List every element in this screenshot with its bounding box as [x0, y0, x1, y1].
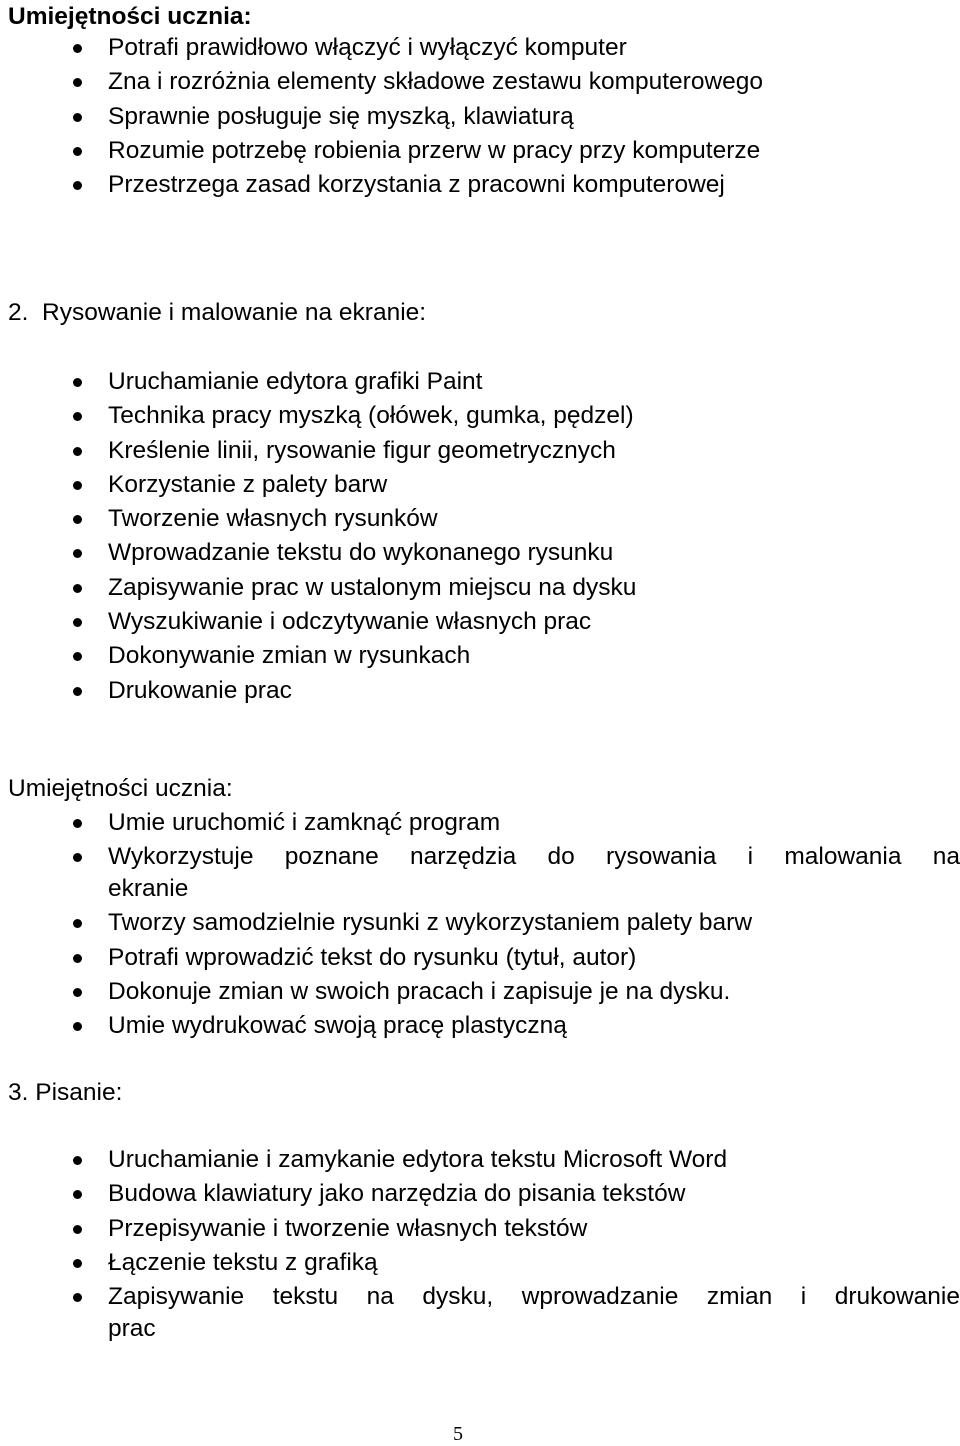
continued-line: ekranie — [108, 874, 189, 902]
bullet-icon — [73, 447, 82, 456]
topics-list-writing — [0, 1144, 960, 1347]
section-heading-writing: 3. Pisanie: — [8, 1079, 123, 1106]
list-item: Wyszukiwanie i odczytywanie własnych prac — [0, 606, 960, 640]
list-item — [0, 841, 960, 907]
page-number-text: 5 — [453, 1423, 463, 1445]
list-item: Przepisywanie i tworzenie własnych tekstów — [0, 1213, 960, 1247]
skills-heading-1: Umiejętności ucznia: — [8, 3, 252, 30]
bullet-icon — [73, 481, 82, 490]
bullet-icon — [73, 687, 82, 696]
list-item: Drukowanie prac — [0, 675, 960, 709]
bullet-icon — [73, 147, 82, 156]
bullet-icon — [73, 412, 82, 421]
list-item: Potrafi prawidłowo włączyć i wyłączyć komputer — [0, 32, 960, 66]
bullet-icon — [73, 1259, 82, 1268]
list-item: Technika pracy myszką (ołówek, gumka, pędzel) — [0, 400, 960, 434]
bullet-icon — [73, 919, 82, 928]
bullet-icon — [73, 1225, 82, 1234]
section-heading-drawing: 2. Rysowanie i malowanie na ekranie: — [8, 299, 427, 326]
continued-line: prac — [108, 1314, 156, 1342]
bullet-icon — [73, 44, 82, 53]
bullet-icon — [73, 113, 82, 122]
bullet-icon — [73, 819, 82, 828]
list-item: Umie uruchomić i zamknąć program — [0, 807, 960, 841]
list-item: Potrafi wprowadzić tekst do rysunku (tytuł, autor) — [0, 942, 960, 976]
bullet-icon — [73, 954, 82, 963]
bullet-icon — [73, 378, 82, 387]
page-number — [0, 1422, 960, 1446]
bullet-icon — [73, 618, 82, 627]
list-item: Dokonuje zmian w swoich pracach i zapisuje je na dysku. — [0, 976, 960, 1010]
list-item: Przestrzega zasad korzystania z pracowni komputerowej — [0, 169, 960, 203]
skills-list-2 — [0, 807, 960, 1044]
list-item — [0, 1281, 960, 1347]
topics-list-drawing — [0, 366, 960, 709]
bullet-icon — [73, 853, 82, 862]
list-item: Dokonywanie zmian w rysunkach — [0, 640, 960, 674]
bullet-icon — [73, 181, 82, 190]
justified-line: Wykorzystuje poznane narzędzia do rysowania i malowania na — [108, 843, 960, 871]
list-item: Wprowadzanie tekstu do wykonanego rysunku — [0, 537, 960, 571]
list-item: Sprawnie posługuje się myszką, klawiaturą — [0, 101, 960, 135]
bullet-icon — [73, 1190, 82, 1199]
bullet-icon — [73, 515, 82, 524]
list-item: Uruchamianie edytora grafiki Paint — [0, 366, 960, 400]
list-item: Zna i rozróżnia elementy składowe zestawu komputerowego — [0, 66, 960, 100]
skills-heading-2: Umiejętności ucznia: — [8, 775, 233, 802]
bullet-icon — [73, 652, 82, 661]
bullet-icon — [73, 988, 82, 997]
justified-line: Zapisywanie tekstu na dysku, wprowadzanie zmian i drukowanie — [108, 1283, 960, 1311]
bullet-icon — [73, 1156, 82, 1165]
list-item: Zapisywanie prac w ustalonym miejscu na dysku — [0, 572, 960, 606]
bullet-icon — [73, 1293, 82, 1302]
list-item: Łączenie tekstu z grafiką — [0, 1247, 960, 1281]
skills-list-1 — [0, 32, 960, 203]
bullet-icon — [73, 78, 82, 87]
list-item: Rozumie potrzebę robienia przerw w pracy przy komputerze — [0, 135, 960, 169]
list-item: Uruchamianie i zamykanie edytora tekstu Microsoft Word — [0, 1144, 960, 1178]
bullet-icon — [73, 549, 82, 558]
bullet-icon — [73, 584, 82, 593]
list-item: Tworzy samodzielnie rysunki z wykorzystaniem palety barw — [0, 907, 960, 941]
list-item: Budowa klawiatury jako narzędzia do pisania tekstów — [0, 1178, 960, 1212]
list-item: Kreślenie linii, rysowanie figur geometrycznych — [0, 435, 960, 469]
list-item: Korzystanie z palety barw — [0, 469, 960, 503]
list-item: Umie wydrukować swoją pracę plastyczną — [0, 1010, 960, 1044]
list-item: Tworzenie własnych rysunków — [0, 503, 960, 537]
bullet-icon — [73, 1022, 82, 1031]
